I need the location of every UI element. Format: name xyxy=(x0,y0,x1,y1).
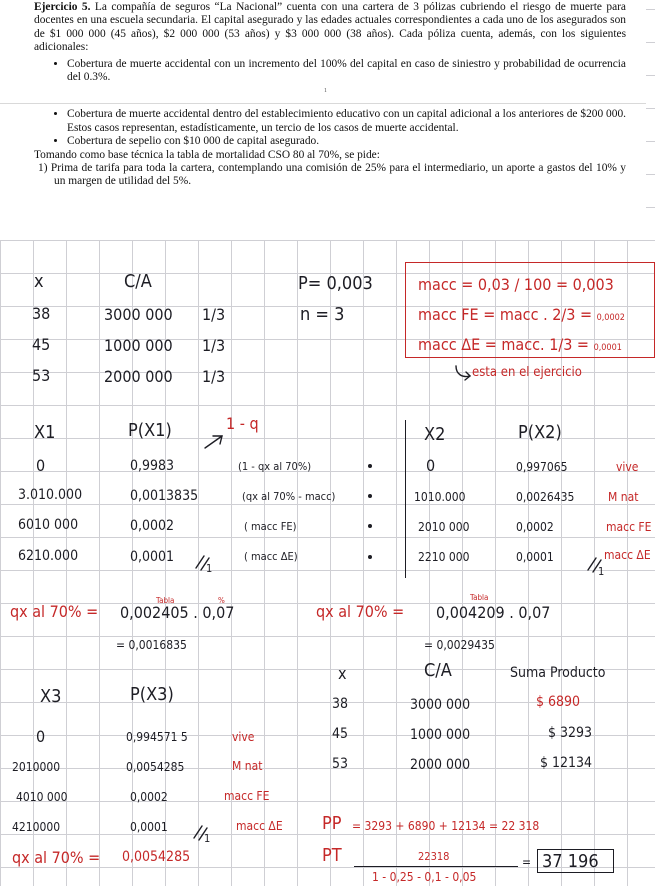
dist1-header-x: X1 xyxy=(34,422,56,443)
macc-de-formula: macc ΔE = macc. 1/3 = xyxy=(418,335,594,354)
hook-arrow-icon xyxy=(456,366,470,377)
double-slash-icon xyxy=(194,826,207,840)
qx2-small-label: Tabla xyxy=(470,593,489,602)
pt-denominator: 1 - 0,25 - 0,1 - 0,05 xyxy=(372,870,477,884)
macc-fe-formula: macc FE = macc . 2/3 = xyxy=(418,305,597,324)
dist3-row3-note: macc FE xyxy=(224,789,270,803)
dist1-header-p: P(X1) xyxy=(128,420,172,441)
coverage-accidental-death: • Cobertura de muerte accidental con un incremento del 100% del capital en caso de siniestro y probabilidad de ocurrencia del 0.3%. xyxy=(67,58,626,85)
qx2-result: = 0,0029435 xyxy=(424,638,495,652)
dist1-row3-x: 6010 000 xyxy=(18,517,79,533)
dist2-row3-note: macc FE xyxy=(606,520,652,534)
table1-age-53: 53 xyxy=(32,366,51,385)
param-n: n = 3 xyxy=(300,304,345,325)
qx1-small-label: Tabla xyxy=(156,596,175,605)
arrow-icon xyxy=(205,436,222,448)
page-number: 1 xyxy=(324,88,327,95)
qx2-value: 0,004209 . 0,07 xyxy=(436,603,551,622)
dist2-row3-p: 0,0002 xyxy=(516,520,554,534)
dist1-row2-note: (qx al 70% - macc) xyxy=(242,490,336,503)
qx3-value: 0,0054285 xyxy=(122,849,191,865)
table2-age-53: 53 xyxy=(332,756,349,772)
dist3-row1-p: 0,994571 5 xyxy=(126,730,188,744)
dist2-row3-x: 2010 000 xyxy=(418,520,470,534)
macc-fe-value: 0,0002 xyxy=(596,313,625,323)
qx3-label: qx al 70% = xyxy=(12,848,101,867)
dist2-row2-note: M nat xyxy=(608,490,639,504)
dist1-row1-p: 0,9983 xyxy=(130,458,175,474)
dist3-row3-p: 0,0002 xyxy=(130,790,168,804)
dist3-row1-x: 0 xyxy=(36,727,46,746)
table2-capital-53: 2000 000 xyxy=(410,757,471,773)
dist1-row3-p: 0,0002 xyxy=(130,518,175,534)
dist2-row1-note: vive xyxy=(616,460,639,474)
qx2-label: qx al 70% = xyxy=(316,602,405,621)
table2-sumproduct-53: $ 12134 xyxy=(540,755,593,771)
qx1-small-mark: % xyxy=(218,596,225,605)
dist1-row4-note: ( macc ΔE) xyxy=(244,550,298,563)
double-slash-icon xyxy=(588,558,601,572)
table1-fraction-38: 1/3 xyxy=(202,305,226,324)
dist1-annotation: 1 - q xyxy=(226,414,259,433)
exercise-title: Ejercicio 5. xyxy=(34,1,91,13)
pt-numerator: 22318 xyxy=(418,850,450,863)
table2-header-x: x xyxy=(338,664,347,683)
table1-capital-38: 3000 000 xyxy=(104,305,173,324)
coverage-school-accident: • Cobertura de muerte accidental dentro del establecimiento educativo con un capital adicional a los anteriores de $200 000. Estos casos representan, estadísticamente, un tercio de los casos de muerte accidental. xyxy=(67,108,626,135)
dist2-row2-x: 1010.000 xyxy=(414,490,466,504)
dist2-row4-x: 2210 000 xyxy=(418,550,470,564)
table1-fraction-45: 1/3 xyxy=(202,336,226,355)
dist3-sum-mark: 1 xyxy=(204,832,211,845)
technical-basis: Tomando como base técnica la tabla de mortalidad CSO 80 al 70%, se pide: xyxy=(34,148,380,161)
table1-header-x: x xyxy=(34,271,44,292)
param-p: P= 0,003 xyxy=(298,273,373,294)
table2-sumproduct-38: $ 6890 xyxy=(536,694,581,710)
dist3-row3-x: 4010 000 xyxy=(16,790,68,804)
dist3-row2-x: 2010000 xyxy=(12,760,61,774)
dist2-row1-x: 0 xyxy=(426,456,436,475)
dist3-row1-note: vive xyxy=(232,730,255,744)
table1-capital-45: 1000 000 xyxy=(104,336,173,355)
dist3-row4-x: 4210000 xyxy=(12,820,61,834)
dist1-row3-note: ( macc FE) xyxy=(244,520,297,533)
dist3-row2-p: 0,0054285 xyxy=(126,760,185,774)
table1-age-45: 45 xyxy=(32,335,51,354)
dist2-header-x: X2 xyxy=(424,424,446,445)
dist1-row2-x: 3.010.000 xyxy=(18,487,83,503)
intro-text: La compañía de seguros “La Nacional” cuenta con una cartera de 3 pólizas cubriendo el riesgo de muerte para docentes en una escuela secundaria. El capital asegurado y las edades actuales correspondientes a cada uno de los asegurados son de $1 000 000 (45 años), $2 000 000 (53 años) y $3 000 000 (38 años). Cada póliza cuenta, además, con los siguientes adicionales: xyxy=(34,1,626,54)
qx1-value: 0,002405 . 0,07 xyxy=(120,603,235,622)
dist1-row4-p: 0,0001 xyxy=(130,549,175,565)
double-slash-icon xyxy=(196,556,209,570)
table1-age-38: 38 xyxy=(32,304,51,323)
requirement-1: 1) Prima de tarifa para toda la cartera, contemplando una comisión de 25% para el intermediario, un aporte a gastos del 10% y un margen de utilidad del 5%. xyxy=(38,162,626,188)
pp-label: PP xyxy=(322,813,342,834)
dist3-row4-p: 0,0001 xyxy=(130,820,168,834)
macc-note: esta en el ejercicio xyxy=(472,365,582,380)
dist1-sum-mark: 1 xyxy=(206,562,213,575)
qx1-result: = 0,0016835 xyxy=(116,638,187,652)
table2-sumproduct-45: $ 3293 xyxy=(548,725,593,741)
pt-result: 37 196 xyxy=(542,851,599,872)
coverage-funeral: • Cobertura de sepelio con $10 000 de capital asegurado. xyxy=(67,135,626,148)
table2-header-sum: Suma Producto xyxy=(510,665,606,681)
table2-capital-38: 3000 000 xyxy=(410,697,471,713)
dist3-header-p: P(X3) xyxy=(130,684,174,705)
pt-equals: = xyxy=(522,855,532,869)
pp-expression: = 3293 + 6890 + 12134 = 22 318 xyxy=(352,819,540,833)
dist2-row4-note: macc ΔE xyxy=(604,548,651,562)
qx1-label: qx al 70% = xyxy=(10,602,99,621)
dist2-row1-p: 0,997065 xyxy=(516,460,568,474)
table2-age-38: 38 xyxy=(332,696,349,712)
dist1-row1-x: 0 xyxy=(36,456,46,475)
dist1-row1-note: (1 - qx al 70%) xyxy=(238,460,312,473)
dist1-row2-p: 0,0013835 xyxy=(130,488,199,504)
table2-header-ca: C/A xyxy=(424,660,452,681)
table1-fraction-53: 1/3 xyxy=(202,367,226,386)
dist2-row2-p: 0,0026435 xyxy=(516,490,575,504)
dist1-row4-x: 6210.000 xyxy=(18,548,79,564)
dist2-header-p: P(X2) xyxy=(518,422,562,443)
table2-capital-45: 1000 000 xyxy=(410,727,471,743)
dist2-row4-p: 0,0001 xyxy=(516,550,554,564)
table1-header-ca: C/A xyxy=(124,271,152,292)
table1-capital-53: 2000 000 xyxy=(104,367,173,386)
pt-label: PT xyxy=(322,845,342,866)
macc-de-value: 0,0001 xyxy=(593,343,622,353)
dist3-header-x: X3 xyxy=(40,686,62,707)
macc-line-1: macc = 0,03 / 100 = 0,003 xyxy=(418,275,614,294)
table2-age-45: 45 xyxy=(332,726,349,742)
dist3-row2-note: M nat xyxy=(232,759,263,773)
dist2-sum-mark: 1 xyxy=(598,565,605,578)
dist3-row4-note: macc ΔE xyxy=(236,819,283,833)
